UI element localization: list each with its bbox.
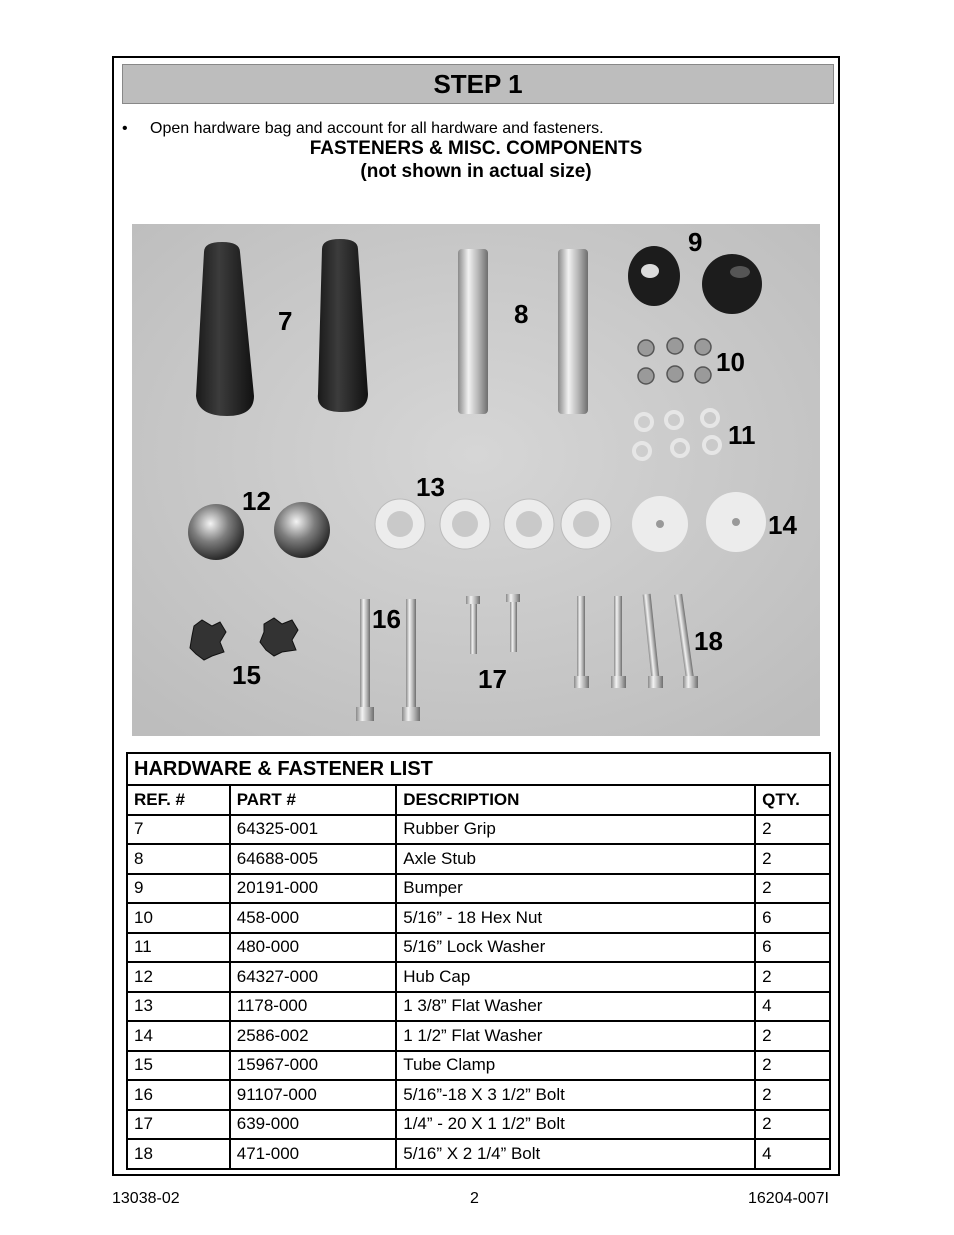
table-row [127, 1110, 830, 1140]
callout-14: 14 [768, 510, 797, 540]
callout-10: 10 [716, 347, 745, 377]
bullet: • [122, 120, 128, 137]
cell-qty: 6 [755, 903, 830, 933]
cell-part: 20191-000 [230, 874, 397, 904]
cell-ref: 14 [127, 1021, 230, 1051]
subheading-line1: FASTENERS & MISC. COMPONENTS [309, 138, 643, 159]
cell-ref: 16 [127, 1080, 230, 1110]
hardware-fastener-table [126, 752, 831, 1170]
callout-9: 9 [688, 227, 703, 257]
cell-ref: 17 [127, 1110, 230, 1140]
instruction-text: Open hardware bag and account for all hardware and fasteners. [150, 120, 604, 137]
callout-7: 7 [278, 306, 293, 336]
cell-description: 5/16” Lock Washer [396, 933, 755, 963]
instruction-item [122, 120, 604, 138]
cell-qty: 2 [755, 874, 830, 904]
cell-part: 471-000 [230, 1139, 397, 1169]
cell-qty: 2 [755, 1110, 830, 1140]
table-row [127, 874, 830, 904]
page-frame [112, 56, 840, 1176]
cell-ref: 8 [127, 844, 230, 874]
cell-ref: 12 [127, 962, 230, 992]
cell-description: 5/16” X 2 1/4” Bolt [396, 1139, 755, 1169]
cell-qty: 2 [755, 962, 830, 992]
cell-part: 458-000 [230, 903, 397, 933]
cell-description: Hub Cap [396, 962, 755, 992]
cell-part: 1178-000 [230, 992, 397, 1022]
cell-qty: 6 [755, 933, 830, 963]
hardware-photo [132, 224, 820, 736]
callout-17: 17 [478, 664, 507, 694]
callout-11: 11 [728, 420, 756, 450]
cell-part: 15967-000 [230, 1051, 397, 1081]
callout-13: 13 [416, 472, 445, 502]
cell-part: 64688-005 [230, 844, 397, 874]
cell-part: 91107-000 [230, 1080, 397, 1110]
cell-part: 480-000 [230, 933, 397, 963]
header-qty: QTY. [755, 785, 830, 815]
cell-qty: 2 [755, 1051, 830, 1081]
header-part: PART # [230, 785, 397, 815]
header-ref: REF. # [127, 785, 230, 815]
cell-part: 64327-000 [230, 962, 397, 992]
cell-description: 5/16” - 18 Hex Nut [396, 903, 755, 933]
table-row [127, 933, 830, 963]
cell-qty: 2 [755, 1080, 830, 1110]
cell-part: 639-000 [230, 1110, 397, 1140]
cell-description: 5/16”-18 X 3 1/2” Bolt [396, 1080, 755, 1110]
table-header-row [127, 785, 830, 815]
cell-ref: 13 [127, 992, 230, 1022]
cell-description: Tube Clamp [396, 1051, 755, 1081]
callout-8: 8 [514, 299, 529, 329]
table-row [127, 962, 830, 992]
cell-ref: 9 [127, 874, 230, 904]
cell-ref: 15 [127, 1051, 230, 1081]
cell-qty: 4 [755, 1139, 830, 1169]
table-row [127, 815, 830, 845]
table-title-row [127, 753, 830, 785]
cell-qty: 2 [755, 815, 830, 845]
table-row [127, 903, 830, 933]
table-row [127, 992, 830, 1022]
cell-part: 2586-002 [230, 1021, 397, 1051]
cell-part: 64325-001 [230, 815, 397, 845]
footer-page-number: 2 [470, 1190, 479, 1207]
step-title: STEP 1 [122, 64, 834, 104]
cell-description: 1 1/2” Flat Washer [396, 1021, 755, 1051]
cell-description: 1/4” - 20 X 1 1/2” Bolt [396, 1110, 755, 1140]
cell-ref: 10 [127, 903, 230, 933]
table-row [127, 1051, 830, 1081]
callout-16: 16 [372, 604, 401, 634]
cell-ref: 11 [127, 933, 230, 963]
cell-qty: 4 [755, 992, 830, 1022]
footer-right-code: 16204-007I [748, 1190, 829, 1207]
callout-15: 15 [232, 660, 261, 690]
cell-qty: 2 [755, 844, 830, 874]
table-title: HARDWARE & FASTENER LIST [127, 753, 830, 785]
table-row [127, 1080, 830, 1110]
cell-ref: 18 [127, 1139, 230, 1169]
table-row [127, 1139, 830, 1169]
header-description: DESCRIPTION [396, 785, 755, 815]
cell-description: Rubber Grip [396, 815, 755, 845]
cell-qty: 2 [755, 1021, 830, 1051]
subheading-line2: (not shown in actual size) [360, 161, 592, 182]
callout-18: 18 [694, 626, 723, 656]
table-row [127, 844, 830, 874]
cell-description: 1 3/8” Flat Washer [396, 992, 755, 1022]
cell-description: Bumper [396, 874, 755, 904]
table-row [127, 1021, 830, 1051]
cell-description: Axle Stub [396, 844, 755, 874]
cell-ref: 7 [127, 815, 230, 845]
footer-left-code: 13038-02 [112, 1190, 180, 1207]
callout-12: 12 [242, 486, 271, 516]
